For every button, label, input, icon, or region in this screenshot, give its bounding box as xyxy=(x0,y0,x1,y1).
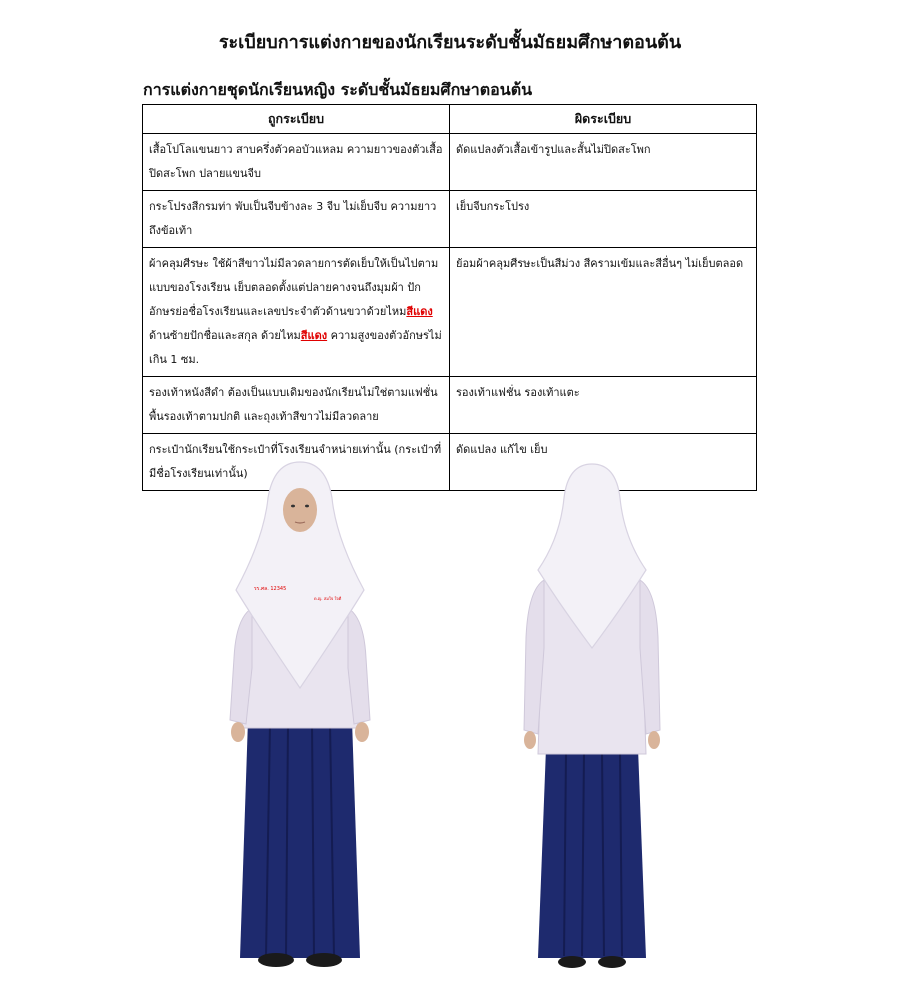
table-row xyxy=(143,134,757,191)
left-shoe xyxy=(558,956,586,968)
header-correct: ถูกระเบียบ xyxy=(143,105,450,134)
cell-correct: รองเท้าหนังสีดำ ต้องเป็นแบบเดิมของนักเรียนไม่ใช่ตามแฟชั่น พื้นรองเท้าตามปกติ และถุงเท้าสีขาวไม่มีลวดลาย xyxy=(143,377,450,434)
cell-correct: เสื้อโปโลแขนยาว สาบครึ่งตัวคอบัวแหลม ความยาวของตัวเสื้อปิดสะโพก ปลายแขนจีบ xyxy=(143,134,450,191)
header-wrong: ผิดระเบียบ xyxy=(450,105,757,134)
cell-correct: กระโปรงสีกรมท่า พับเป็นจีบข้างละ 3 จีบ ไม่เย็บจีบ ความยาวถึงข้อเท้า xyxy=(143,191,450,248)
cell-wrong: ดัดแปลงตัวเสื้อเข้ารูปและสั้นไม่ปิดสะโพก xyxy=(450,134,757,191)
left-hand xyxy=(524,731,536,749)
cell-wrong: ย้อมผ้าคลุมศีรษะเป็นสีม่วง สีครามเข้มและสีอื่นๆ ไม่เย็บตลอด xyxy=(450,248,757,377)
right-hand xyxy=(648,731,660,749)
cell-wrong: เย็บจีบกระโปรง xyxy=(450,191,757,248)
table-row xyxy=(143,248,757,377)
embroidery-left: รร.ศล. 12345 xyxy=(254,586,287,592)
uniform-rules-table xyxy=(142,104,757,491)
table-row xyxy=(143,191,757,248)
section-subtitle: การแต่งกายชุดนักเรียนหญิง ระดับชั้นมัธยมศึกษาตอนต้น xyxy=(143,80,533,99)
uniform-front-photo xyxy=(218,458,382,978)
face xyxy=(283,488,317,532)
right-hand xyxy=(355,722,369,742)
cell-text: ความสูงของตัวอักษรไม่เกิน 1 ซม. xyxy=(149,329,442,366)
right-shoe xyxy=(598,956,626,968)
table-row xyxy=(143,377,757,434)
embroidery-right: ด.ญ. สมใจ ใจดี xyxy=(314,596,342,601)
skirt xyxy=(538,748,646,958)
uniform-back-photo xyxy=(510,458,674,978)
skirt xyxy=(240,720,360,958)
cell-correct: กระเป๋านักเรียนใช้กระเป๋าที่โรงเรียนจำหน่ายเท่านั้น (กระเป๋าที่มีชื่อโรงเรียนเท่านั้น) xyxy=(143,434,450,491)
red-emphasis: สีแดง xyxy=(300,329,328,342)
cell-wrong: รองเท้าแฟชั่น รองเท้าแตะ xyxy=(450,377,757,434)
page-title: ระเบียบการแต่งกายของนักเรียนระดับชั้นมัธยมศึกษาตอนต้น xyxy=(218,32,682,53)
table-header-row xyxy=(143,105,757,134)
left-hand xyxy=(231,722,245,742)
left-shoe xyxy=(258,953,294,967)
right-shoe xyxy=(306,953,342,967)
cell-text: ด้านซ้ายปักชื่อและสกุล ด้วยไหม xyxy=(149,329,301,342)
cell-text: ผ้าคลุมศีรษะ ใช้ผ้าสีขาวไม่มีลวดลายการตัดเย็บให้เป็นไปตามแบบของโรงเรียน เย็บตลอดตั้งแต่ปลายคางจนถึงมุมผ้า ปักอักษรย่อชื่อโรงเรียนและเลขประจำตัวด้านขวาด้วยไหม xyxy=(149,257,439,318)
red-emphasis: สีแดง xyxy=(406,305,433,318)
cell-wrong: ดัดแปลง แก้ไข เย็บ xyxy=(450,434,757,491)
cell-correct xyxy=(143,248,450,377)
